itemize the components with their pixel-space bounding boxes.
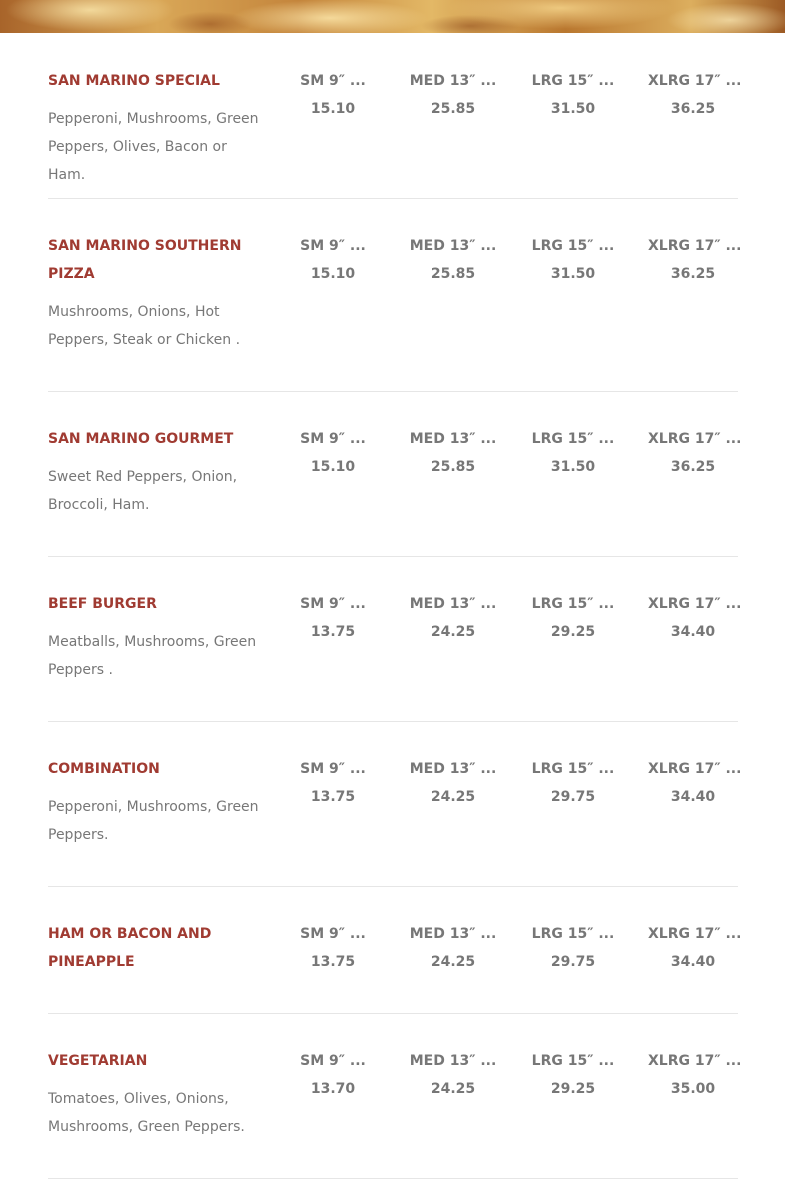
hero-food-image xyxy=(0,0,785,33)
size-label: XLRG 17″ ... xyxy=(648,431,742,447)
size-label: XLRG 17″ ... xyxy=(648,596,742,612)
price-value: 15.10 xyxy=(310,459,356,475)
price-xlarge xyxy=(648,590,742,646)
price-value: 24.25 xyxy=(430,954,476,970)
price-large xyxy=(528,1047,618,1103)
price-value: 25.85 xyxy=(430,266,476,282)
menu-item xyxy=(48,425,742,557)
price-small xyxy=(288,67,378,123)
menu-item xyxy=(48,920,742,1014)
price-value: 15.10 xyxy=(310,101,356,117)
size-label: MED 13″ ... xyxy=(409,596,497,612)
price-medium xyxy=(408,920,498,976)
size-label: LRG 15″ ... xyxy=(531,1053,615,1069)
price-value: 29.25 xyxy=(550,624,596,640)
item-name: SAN MARINO SPECIAL xyxy=(48,73,220,89)
item-description: Pepperoni, Mushrooms, Green Peppers. xyxy=(48,799,259,843)
size-label: MED 13″ ... xyxy=(409,761,497,777)
size-label: LRG 15″ ... xyxy=(531,431,615,447)
size-label: SM 9″ ... xyxy=(300,926,366,942)
size-label: XLRG 17″ ... xyxy=(648,73,742,89)
price-medium xyxy=(408,755,498,811)
price-medium xyxy=(408,425,498,481)
price-value: 24.25 xyxy=(430,789,476,805)
price-value: 36.25 xyxy=(670,101,716,117)
price-xlarge xyxy=(648,67,742,123)
item-description: Pepperoni, Mushrooms, Green Peppers, Olives, Bacon or Ham. xyxy=(48,111,259,183)
item-name: HAM OR BACON AND PINEAPPLE xyxy=(48,926,212,970)
size-label: MED 13″ ... xyxy=(409,1053,497,1069)
size-label: XLRG 17″ ... xyxy=(648,926,742,942)
price-value: 13.75 xyxy=(310,954,356,970)
size-label: SM 9″ ... xyxy=(300,238,366,254)
price-value: 34.40 xyxy=(670,624,716,640)
price-value: 29.75 xyxy=(550,954,596,970)
size-label: XLRG 17″ ... xyxy=(648,1053,742,1069)
price-value: 13.75 xyxy=(310,789,356,805)
size-label: SM 9″ ... xyxy=(300,761,366,777)
size-label: LRG 15″ ... xyxy=(531,926,615,942)
size-label: MED 13″ ... xyxy=(409,238,497,254)
menu-item xyxy=(48,67,742,199)
price-medium xyxy=(408,1047,498,1103)
price-xlarge xyxy=(648,1047,742,1103)
price-value: 25.85 xyxy=(430,101,476,117)
price-large xyxy=(528,920,618,976)
price-medium xyxy=(408,67,498,123)
price-medium xyxy=(408,590,498,646)
size-label: XLRG 17″ ... xyxy=(648,761,742,777)
menu-item xyxy=(48,232,742,392)
price-large xyxy=(528,67,618,123)
price-large xyxy=(528,755,618,811)
item-description: Mushrooms, Onions, Hot Peppers, Steak or Chicken . xyxy=(48,304,241,348)
size-label: MED 13″ ... xyxy=(409,926,497,942)
item-description: Sweet Red Peppers, Onion, Broccoli, Ham. xyxy=(48,469,238,513)
price-value: 31.50 xyxy=(550,459,596,475)
price-small xyxy=(288,425,378,481)
price-small xyxy=(288,1047,378,1103)
price-value: 34.40 xyxy=(670,954,716,970)
price-value: 36.25 xyxy=(670,266,716,282)
item-description: Meatballs, Mushrooms, Green Peppers . xyxy=(48,634,257,678)
price-value: 29.75 xyxy=(550,789,596,805)
size-label: SM 9″ ... xyxy=(300,1053,366,1069)
size-label: LRG 15″ ... xyxy=(531,73,615,89)
price-large xyxy=(528,425,618,481)
item-name: COMBINATION xyxy=(48,761,160,777)
price-value: 29.25 xyxy=(550,1081,596,1097)
price-small xyxy=(288,920,378,976)
price-small xyxy=(288,590,378,646)
item-name: VEGETARIAN xyxy=(48,1053,148,1069)
price-small xyxy=(288,755,378,811)
size-label: LRG 15″ ... xyxy=(531,596,615,612)
price-medium xyxy=(408,232,498,288)
price-value: 24.25 xyxy=(430,1081,476,1097)
size-label: LRG 15″ ... xyxy=(531,761,615,777)
item-description: Tomatoes, Olives, Onions, Mushrooms, Green Peppers. xyxy=(48,1091,245,1135)
price-value: 13.70 xyxy=(310,1081,356,1097)
price-value: 36.25 xyxy=(670,459,716,475)
price-xlarge xyxy=(648,920,742,976)
price-xlarge xyxy=(648,425,742,481)
menu-item xyxy=(48,1047,742,1179)
size-label: SM 9″ ... xyxy=(300,596,366,612)
price-xlarge xyxy=(648,755,742,811)
price-value: 34.40 xyxy=(670,789,716,805)
price-value: 35.00 xyxy=(670,1081,716,1097)
price-large xyxy=(528,590,618,646)
price-value: 15.10 xyxy=(310,266,356,282)
item-name: BEEF BURGER xyxy=(48,596,157,612)
size-label: SM 9″ ... xyxy=(300,431,366,447)
price-value: 13.75 xyxy=(310,624,356,640)
item-name: SAN MARINO SOUTHERN PIZZA xyxy=(48,238,242,282)
menu-item xyxy=(48,590,742,722)
item-name: SAN MARINO GOURMET xyxy=(48,431,234,447)
price-value: 31.50 xyxy=(550,266,596,282)
size-label: XLRG 17″ ... xyxy=(648,238,742,254)
price-large xyxy=(528,232,618,288)
price-xlarge xyxy=(648,232,742,288)
size-label: SM 9″ ... xyxy=(300,73,366,89)
price-value: 31.50 xyxy=(550,101,596,117)
menu-item xyxy=(48,755,742,887)
size-label: MED 13″ ... xyxy=(409,431,497,447)
price-value: 24.25 xyxy=(430,624,476,640)
size-label: MED 13″ ... xyxy=(409,73,497,89)
price-small xyxy=(288,232,378,288)
price-value: 25.85 xyxy=(430,459,476,475)
size-label: LRG 15″ ... xyxy=(531,238,615,254)
